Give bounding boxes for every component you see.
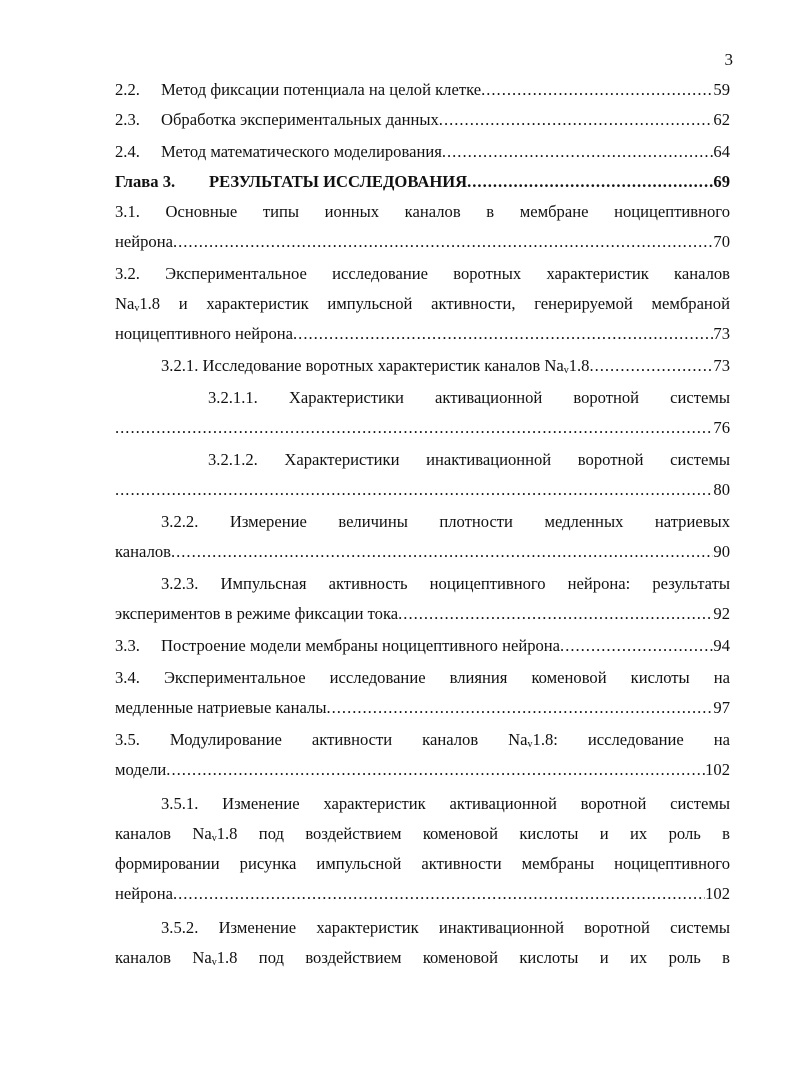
toc-entry-3-2-1-2-line2[interactable] [115, 478, 730, 502]
toc-entry-3-4-line2[interactable] [115, 696, 730, 720]
toc-title: Экспериментальное исследование влияния коменовой кислоты на [163, 668, 730, 687]
toc-number: 3.2.1. [161, 356, 199, 375]
toc-title: Изменение характеристик активационной воротной системы [222, 794, 730, 813]
na-subscript: v [563, 365, 569, 376]
leader-dots [171, 540, 713, 564]
na-subscript: v [211, 957, 217, 968]
leader-dots [293, 322, 713, 346]
toc-number: 3.1. [115, 202, 140, 221]
toc-entry-2-3[interactable] [115, 108, 730, 132]
leader-dots [481, 78, 713, 102]
toc-number: 3.4. [115, 668, 140, 687]
leader-dots [560, 634, 713, 658]
toc-title: Обработка экспериментальных данных [161, 110, 439, 129]
toc-page: 102 [705, 884, 730, 903]
toc-entry-3-2-2-line2[interactable] [115, 540, 730, 564]
toc-title: Характеристики активационной воротной системы [288, 388, 730, 407]
toc-number: 3.2.1.2. [208, 450, 258, 469]
toc-page: 73 [713, 324, 730, 343]
na-subscript: v [527, 739, 533, 750]
toc-title: 1.8: исследование на [532, 730, 730, 749]
leader-dots [166, 758, 705, 782]
toc-entry-3-2-3-line2[interactable] [115, 602, 730, 626]
toc-page: 92 [713, 604, 730, 623]
toc-entry-3-5-2-line1[interactable] [161, 916, 730, 940]
toc-title: 1.8 [568, 356, 590, 375]
toc-title: Характеристики инактивационной воротной системы [284, 450, 730, 469]
toc-title: нейрона [115, 232, 173, 251]
toc-page: 70 [713, 232, 730, 251]
na-subscript: v [211, 833, 217, 844]
toc-number: 3.2. [115, 264, 140, 283]
toc-entry-2-4[interactable] [115, 140, 730, 164]
toc-page: 64 [713, 142, 730, 161]
toc-entry-3-5-1-line2[interactable] [115, 822, 730, 846]
toc-page: 94 [713, 636, 730, 655]
toc-number: 3.2.3. [161, 574, 199, 593]
toc-number: 3.5. [115, 730, 140, 749]
toc-number: 2.3. [115, 110, 140, 129]
toc-page: 69 [713, 172, 730, 191]
toc-entry-3-2-line1[interactable] [115, 262, 730, 286]
page-number: 3 [724, 50, 733, 69]
toc-entry-3-2-1-2-line1[interactable] [208, 448, 730, 472]
toc-entry-3-2-1-1-line2[interactable] [115, 416, 730, 440]
toc-page: 76 [713, 418, 730, 437]
toc-title: каналов Na [115, 948, 212, 967]
toc-entry-3-2-3-line1[interactable] [161, 572, 730, 596]
toc-chapter-3[interactable] [115, 170, 730, 194]
toc-title: экспериментов в режиме фиксации тока [115, 604, 399, 623]
toc-page: 102 [705, 760, 730, 779]
toc-title: Изменение характеристик инактивационной воротной системы [218, 918, 730, 937]
toc-title: Измерение величины плотности медленных натриевых [229, 512, 730, 531]
toc-entry-3-5-1-line4[interactable] [115, 882, 730, 906]
toc-entry-3-5-line1[interactable] [115, 728, 730, 752]
toc-entry-3-1-line1[interactable] [115, 200, 730, 224]
toc-title: 1.8 под воздействием коменовой кислоты и их роль в [216, 824, 730, 843]
toc-entry-3-4-line1[interactable] [115, 666, 730, 690]
toc-number: 3.3. [115, 636, 140, 655]
toc-entry-3-2-line3[interactable] [115, 322, 730, 346]
na-subscript: v [134, 303, 140, 314]
toc-entry-3-5-1-line1[interactable] [161, 792, 730, 816]
toc-entry-3-2-1[interactable] [161, 354, 730, 378]
toc-title: каналов Na [115, 824, 212, 843]
toc-entry-3-5-2-line2[interactable] [115, 946, 730, 970]
toc-number: 2.4. [115, 142, 140, 161]
toc-page: 90 [713, 542, 730, 561]
toc-title: формировании рисунка импульсной активности мембраны ноцицептивного [115, 854, 730, 873]
toc-number: Глава 3. [115, 172, 176, 191]
leader-dots [589, 354, 713, 378]
toc-entry-2-2[interactable] [115, 78, 730, 102]
leader-dots [115, 478, 713, 502]
leader-dots [467, 170, 713, 194]
toc-title: РЕЗУЛЬТАТЫ ИССЛЕДОВАНИЯ [209, 172, 468, 191]
toc-title: нейрона [115, 884, 173, 903]
toc-entry-3-1-line2[interactable] [115, 230, 730, 254]
toc-number: 2.2. [115, 80, 140, 99]
leader-dots [115, 416, 713, 440]
toc-title: ноцицептивного нейрона [115, 324, 294, 343]
leader-dots [173, 882, 705, 906]
leader-dots [173, 230, 713, 254]
toc-title: Метод математического моделирования [161, 142, 442, 161]
toc-page: 97 [713, 698, 730, 717]
toc-title: Экспериментальное исследование воротных характеристик каналов [165, 264, 730, 283]
leader-dots [398, 602, 713, 626]
toc-title: Основные типы ионных каналов в мембране ноцицептивного [165, 202, 730, 221]
leader-dots [439, 108, 714, 132]
toc-page: 80 [713, 480, 730, 499]
toc-title: Импульсная активность ноцицептивного нейрона: результаты [220, 574, 730, 593]
toc-entry-3-2-2-line1[interactable] [161, 510, 730, 534]
toc-title: 1.8 и характеристик импульсной активности, генерируемой мембраной [139, 294, 730, 313]
toc-page: 62 [713, 110, 730, 129]
toc-number: 3.5.2. [161, 918, 199, 937]
toc-title: модели [115, 760, 167, 779]
toc-title: Метод фиксации потенциала на целой клетке [161, 80, 482, 99]
toc-title: каналов [115, 542, 171, 561]
leader-dots [442, 140, 714, 164]
toc-title: Исследование воротных характеристик каналов Na [202, 356, 564, 375]
toc-title: медленные натриевые каналы [115, 698, 327, 717]
toc-number: 3.5.1. [161, 794, 199, 813]
toc-entry-3-5-1-line3[interactable] [115, 852, 730, 876]
toc-entry-3-2-line2[interactable] [115, 292, 730, 316]
na-symbol: Na [115, 294, 135, 313]
toc-entry-3-3[interactable] [115, 634, 730, 658]
toc-title: Модулирование активности каналов Na [169, 730, 528, 749]
toc-title: Построение модели мембраны ноцицептивного нейрона [161, 636, 561, 655]
leader-dots [326, 696, 713, 720]
toc-entry-3-2-1-1-line1[interactable] [208, 386, 730, 410]
toc-number: 3.2.1.1. [208, 388, 258, 407]
toc-number: 3.2.2. [161, 512, 199, 531]
toc-entry-3-5-line2[interactable] [115, 758, 730, 782]
toc-page: 59 [713, 80, 730, 99]
toc-page: 73 [713, 356, 730, 375]
toc-title: 1.8 под воздействием коменовой кислоты и их роль в [216, 948, 730, 967]
